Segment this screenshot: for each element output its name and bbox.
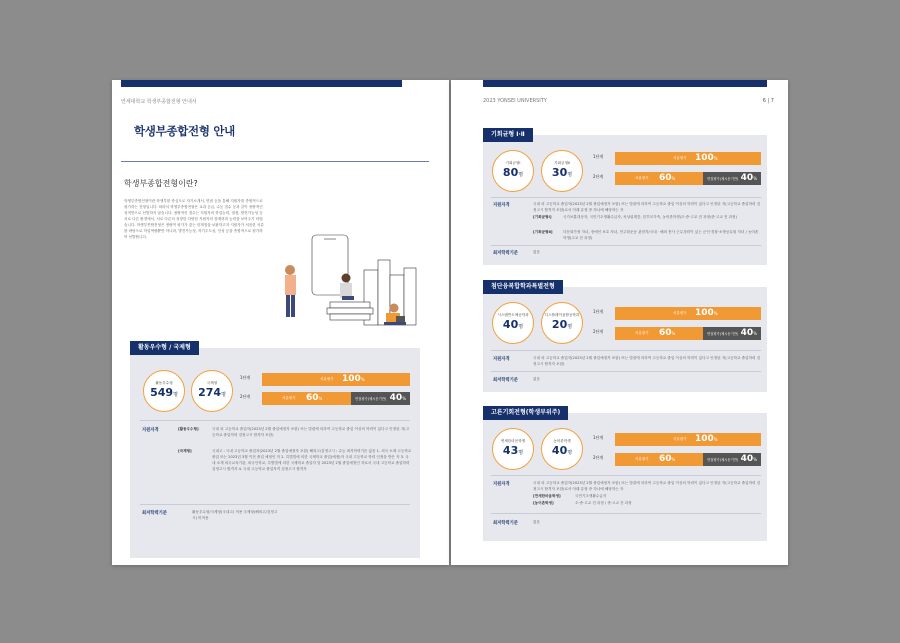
bar-value: 40% — [740, 454, 757, 464]
stage-label: 1단계 — [240, 375, 251, 380]
stage-2-document-bar — [262, 392, 351, 405]
quota-number: 40명 — [551, 444, 573, 457]
section-tag: 고른기회전형(학생부위주) — [483, 406, 568, 420]
quota-label: 시스템반도체공학과 — [497, 313, 529, 317]
bar-value: 100% — [695, 153, 718, 163]
eligibility-text: 국내 외 고등학교 졸업자(2023년 2월 졸업예정자 포함) 또는 법령에 의하여 고등학교 졸업 이상의 학력이 있다고 인정된 자(고등학교 졸업학력 검정고시 합격자 포함)로서 아래 유형 중 하나에 해당하는 자 — [533, 202, 761, 212]
eligibility-sub: [농어촌학생] — [533, 501, 554, 505]
minimum-key: 최저학력기준 — [493, 521, 518, 526]
stage-2-row — [240, 392, 410, 405]
eligibility-text: 국내 외 고등학교 졸업자(2023년 2월 졸업예정자 포함) 또는 법령에 의하여 고등학교 졸업 이상의 학력이 있다고 인정된 자(고등학교 졸업학력 검정고시 합격자 포함) — [212, 427, 410, 437]
stage-label: 1단계 — [593, 154, 604, 159]
running-header: 2023 YONSEI UNIVERSITY — [483, 98, 547, 104]
minimum-key: 최저학력기준 — [142, 511, 167, 516]
eligibility-key: 지원자격 — [142, 428, 159, 433]
bar-label: 서류평가 — [673, 311, 687, 315]
stage-2-interview-bar — [703, 453, 761, 466]
stage-1-row — [593, 152, 761, 165]
bar-label: 서류평가 — [635, 331, 649, 335]
stage-1-row — [593, 307, 761, 320]
bar-label: 면접평가(제시문기반) — [707, 332, 739, 336]
bar-label: 서류평가 — [635, 176, 649, 180]
bar-label: 면접평가(제시문기반) — [355, 397, 387, 401]
quota-circle-activity — [143, 370, 185, 412]
stage-1-bar — [615, 307, 761, 320]
eligibility-key: 지원자격 — [493, 203, 510, 208]
bar-label: 면접평가(제시문기반) — [707, 177, 739, 181]
stage-label: 2단계 — [240, 394, 251, 399]
stage-2-interview-bar — [703, 327, 761, 340]
bar-value: 60% — [659, 173, 676, 183]
stage-label: 2단계 — [593, 329, 604, 334]
quota-label: 기회균형Ⅰ — [505, 161, 521, 165]
page-numbers: 6 | 7 — [762, 98, 774, 104]
bar-value: 100% — [342, 374, 365, 384]
students-with-books-illustration — [272, 230, 432, 335]
section-opportunity-balance — [483, 131, 767, 265]
stage-label: 2단계 — [593, 174, 604, 179]
top-accent-bar — [483, 80, 767, 87]
intro-text: 학생부종합전형이란 학생부를 중심으로 자기소개서, 면접 등을 통해 지원자를 종합적으로 평가하는 전형입니다. 따라서 학생부종합전형은 교과 등급, 수능 점수 등과 같이 정량적인 성적만으로 선발하지 않습니다. 정량적인 점수는 지원자의 학업능력, 열정, 발전가능성 등 서로 다른 환경에서, 서로 다른의 성장한 다양한 지원자의 잠재력과 능력을 보여주기 어렵습니다. 학생부종합전형은 정량적 평가가 갖는 한계점을 보완하고자 지원자가 처음한 서류를 바탕으로 학업역량뿐만 아니라, 발전가능성, 자기주도성, 인성 등을 종합적으로 평가하여 선발합니다. — [124, 199, 264, 239]
eligibility-sub: [기회균형Ⅰ] — [533, 215, 552, 219]
intro-heading: 학생부종합전형이란? — [124, 179, 198, 188]
eligibility-key: 지원자격 — [493, 482, 510, 487]
eligibility-sub-text: 국민기초생활수급자 — [575, 494, 607, 498]
stage-2-row — [593, 327, 761, 340]
eligibility-sub-text: 다문화가정 자녀, 장애인 보호 자녀, 민주화운동 관련자/국내 · 해외 봉사 근무경력이 있는 군인·경찰·소방공무원 자녀 / 농어촌학생(고교 전 과정) — [563, 230, 759, 240]
divider — [491, 350, 761, 351]
eligibility-sub: [활동우수형] — [178, 427, 199, 431]
eligibility-sub: [기회균형Ⅱ] — [533, 230, 553, 234]
stage-2-document-bar — [615, 453, 703, 466]
stage-2-document-bar — [615, 327, 703, 340]
stage-label: 1단계 — [593, 435, 604, 440]
minimum-key: 최저학력기준 — [493, 378, 518, 383]
quota-circle — [492, 428, 534, 470]
quota-circle-international — [191, 370, 233, 412]
bar-label: 서류평가 — [282, 396, 296, 400]
quota-circle — [492, 302, 534, 344]
bar-label: 서류평가 — [320, 377, 334, 381]
quota-number: 20명 — [551, 318, 573, 331]
stage-2-row — [593, 453, 761, 466]
quota-number: 549명 — [150, 386, 178, 399]
quota-circle — [541, 150, 583, 192]
left-page — [112, 80, 449, 565]
stage-1-row — [240, 373, 410, 386]
stage-label: 2단계 — [593, 455, 604, 460]
eligibility-text: 국내 외 고등학교 졸업자(2023년 2월 졸업예정자 포함) 또는 법령에 의하여 고등학교 졸업 이상의 학력이 있다고 인정된 자(고등학교 졸업학력 검정고시 합격자 포함)로서 아래 유형 중 하나에 해당하는 자 — [533, 481, 761, 491]
stage-label: 1단계 — [593, 309, 604, 314]
minimum-text: 없음 — [533, 250, 540, 254]
quota-number: 30명 — [551, 166, 573, 179]
minimum-key: 최저학력기준 — [493, 251, 518, 256]
bar-label: 서류평가 — [673, 156, 687, 160]
section-tag: 활동우수형 / 국제형 — [130, 341, 199, 355]
divider — [140, 504, 410, 505]
stage-1-bar — [615, 433, 761, 446]
divider — [491, 513, 761, 514]
section-advanced-convergence — [483, 283, 767, 392]
bar-value: 40% — [389, 393, 406, 403]
quota-number: 274명 — [198, 386, 226, 399]
minimum-text: 없음 — [533, 377, 540, 381]
stage-2-row — [593, 172, 761, 185]
quota-number: 43명 — [502, 444, 524, 457]
quota-label: 디스플레이융합공학과 — [544, 313, 580, 317]
divider — [491, 475, 761, 476]
right-page — [451, 80, 788, 565]
bar-value: 60% — [306, 393, 323, 403]
quota-number: 40명 — [502, 318, 524, 331]
quota-label: 국제형 — [206, 381, 218, 385]
bar-label: 서류평가 — [635, 457, 649, 461]
eligibility-key: 지원자격 — [493, 357, 510, 362]
eligibility-sub-text: 초·중·고교 전 과정 / 중·고교 전 과정 — [575, 501, 632, 505]
divider — [491, 197, 761, 198]
bar-label: 면접평가(제시문기반) — [707, 458, 739, 462]
eligibility-text: 국내 외 고등학교 졸업자(2023년 2월 졸업예정자 포함) 또는 법령에 의하여 고등학교 졸업 이상의 학력이 있다고 인정된 자(고등학교 졸업학력 검정고시 합격자 포함) — [533, 356, 761, 366]
bar-value: 40% — [740, 328, 757, 338]
section-tag: 첨단융복합학과특별전형 — [483, 280, 563, 294]
section-activity-international — [130, 344, 420, 558]
eligibility-text: 국내고 : 국내 고등학교 졸업자(2023년 2월 졸업예정자 포함) 해외고/검정고시 : 수능 최저학력기준 없음 1. 외국 소재 고등학교 졸업 또는 2023년 3월 이전 졸업 예정인 자 2. 특별법에 의한 국제학교 졸업(예정)자 국내 고등학교 학력 인정을 받은 자 3. 국내 소재 외국교육기관, 외국인학교, 특별법에 의한 국제학교 졸업자 및 2023년 2월 졸업예정인 자로서 국내 고등학교 졸업학력 검정고시 합격자 4. 국내 고등학교 졸업자격 검정고시 합격자 — [212, 449, 412, 471]
quota-label: 기회균형Ⅱ — [554, 161, 570, 165]
quota-label: 활동우수형 — [155, 381, 173, 385]
quota-circle — [541, 428, 583, 470]
eligibility-sub-text: 국가보훈대상자, 국민기초생활수급자, 차상위계층, 한부모가족, 농어촌학생(초·중·고교 전 과정/중·고교 전 과정) — [563, 215, 737, 219]
quota-circle — [541, 302, 583, 344]
top-accent-bar — [121, 80, 402, 87]
running-header: 연세대학교 학생부종합전형 안내서 — [121, 99, 197, 105]
bar-value: 40% — [740, 173, 757, 183]
minimum-text: 없음 — [533, 520, 540, 524]
divider — [491, 245, 761, 246]
bar-label: 서류평가 — [673, 437, 687, 441]
title-divider — [121, 161, 429, 162]
quota-number: 80명 — [502, 166, 524, 179]
eligibility-sub: [국제형] — [178, 449, 192, 453]
stage-1-row — [593, 433, 761, 446]
page-title: 학생부종합전형 안내 — [134, 124, 235, 138]
quota-label: 연세한마음학생 — [500, 439, 526, 443]
stage-2-interview-bar — [351, 392, 410, 405]
stage-2-interview-bar — [703, 172, 761, 185]
bar-value: 60% — [659, 454, 676, 464]
quota-label: 농어촌학생 — [553, 439, 571, 443]
divider — [140, 420, 410, 421]
stage-1-bar — [262, 373, 410, 386]
bar-value: 100% — [695, 308, 718, 318]
bar-value: 100% — [695, 434, 718, 444]
bar-value: 60% — [659, 328, 676, 338]
stage-1-bar — [615, 152, 761, 165]
divider — [491, 371, 761, 372]
section-equal-opportunity — [483, 409, 767, 541]
stage-2-document-bar — [615, 172, 703, 185]
minimum-text: 활동우수형/국제형(국내고) 적용 국제형(해외고/검정고시) 미적용 — [192, 510, 278, 520]
eligibility-sub: [연세한마음학생] — [533, 494, 561, 498]
quota-circle — [492, 150, 534, 192]
section-tag: 기회균형 Ⅰ·Ⅱ — [483, 128, 533, 142]
